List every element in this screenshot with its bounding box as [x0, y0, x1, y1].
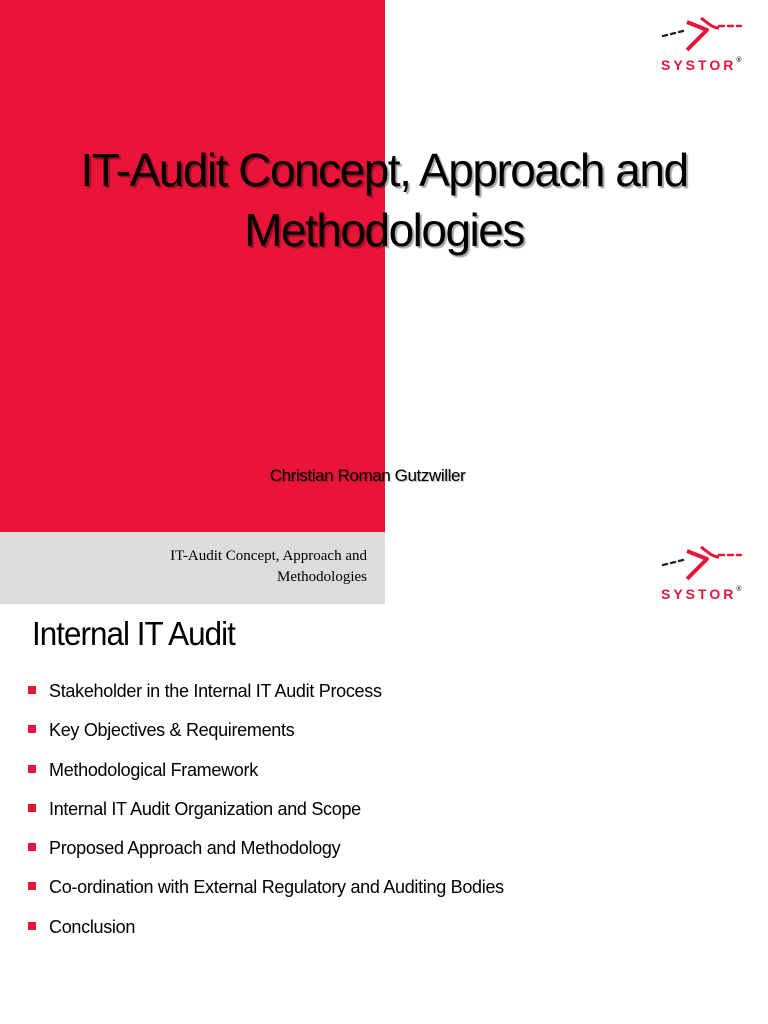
logo-text: SYSTOR	[661, 586, 737, 602]
list-item	[28, 834, 504, 873]
bullet-square-icon	[28, 922, 36, 930]
systor-logo	[661, 14, 745, 76]
list-item	[28, 756, 504, 795]
bullet-square-icon	[28, 843, 36, 851]
title-line-1: IT-Audit Concept, Approach and	[80, 144, 688, 196]
bullet-text: Methodological Framework	[49, 759, 258, 780]
slide-header-title	[170, 546, 367, 588]
presentation-title	[0, 140, 768, 260]
systor-swoosh-icon	[661, 543, 745, 587]
list-item	[28, 677, 504, 716]
logo-text: SYSTOR	[661, 57, 737, 73]
red-accent-block	[0, 0, 385, 532]
list-item	[28, 795, 504, 834]
systor-logo-2	[661, 543, 745, 605]
bullet-square-icon	[28, 804, 36, 812]
bullet-square-icon	[28, 686, 36, 694]
title-line-2: Methodologies	[244, 204, 524, 256]
list-item	[28, 873, 504, 912]
bullet-text: Co-ordination with External Regulatory and Auditing Bodies	[49, 877, 504, 898]
header-line-1: IT-Audit Concept, Approach and	[170, 548, 367, 564]
section-title: Internal IT Audit	[32, 615, 235, 652]
slide-header-bar	[0, 532, 385, 604]
author-name: Christian Roman Gutzwiller	[269, 466, 466, 485]
logo-wordmark	[661, 57, 741, 73]
list-item	[28, 716, 504, 755]
registered-mark: ®	[736, 57, 742, 64]
bullet-square-icon	[28, 882, 36, 890]
bullet-square-icon	[28, 765, 36, 773]
bullet-text: Key Objectives & Requirements	[49, 720, 295, 741]
systor-swoosh-icon	[661, 14, 745, 58]
list-item	[28, 913, 504, 952]
bullet-text: Conclusion	[49, 916, 136, 937]
logo-wordmark	[661, 586, 741, 602]
bullet-square-icon	[28, 725, 36, 733]
bullet-list	[28, 677, 504, 952]
bullet-text: Proposed Approach and Methodology	[49, 838, 341, 859]
bullet-text: Internal IT Audit Organization and Scope	[49, 798, 361, 819]
bullet-text: Stakeholder in the Internal IT Audit Process	[49, 681, 382, 701]
registered-mark: ®	[736, 586, 742, 593]
header-line-2: Methodologies	[277, 569, 367, 585]
